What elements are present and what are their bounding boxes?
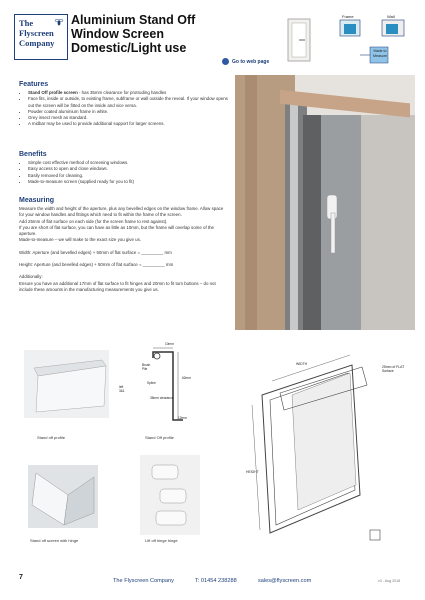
caption-stand-off-profile-2: Stand Off profile [145,435,174,440]
measuring-para: Additionally: [19,274,43,280]
feature-text: A midbar may be used to provide additional support for larger screens. [28,121,165,127]
measuring-para: If you are short of flat surface, you can have as little as 10mm, but the frame will overlap some of the aperture. [19,224,214,237]
logo-line-3: Company [19,38,55,48]
window-handle-photo [235,75,415,330]
title-line-3: Domestic/Light use [71,41,187,55]
list-item: • Easy access to open and close windows. [28,166,229,172]
footer-email-link[interactable]: sales@flyscreen.com [258,578,312,584]
footer-phone: T: 01454 238288 [195,578,237,584]
measuring-para: Measure the width and height of the aperture, plus any bevelled edges on the window frame. Allow space for your window handles and fittings which need to fit within the frame of the screen. [19,206,224,218]
title-line-1: Aluminium Stand Off [71,13,196,27]
measuring-para: Made-to-measure – we will make to the exact size you give us. [19,237,142,243]
title-line-2: Window Screen [71,27,164,41]
list-item: • Simple cost effective method of screening windows. [28,160,229,166]
feature-text: Face fits, inside or outside, to existing frame, subframe or wall outside the reveal. If your window opens out the screen will be fitted on the inside and vice versa. [28,96,228,108]
list-item: • Made-to-measure screen (supplied ready for you to fit) [28,179,229,185]
logo-line-1: The [19,18,34,28]
logo-text [19,18,54,48]
caption-stand-off-profile: Stand off profile [37,435,65,440]
measuring-para: Ensure you have an additional 17mm of flat surface to fit hinges and 20mm to fit turn buttons – do not include these amounts in the manufacturing measurements you give us. [19,280,216,292]
web-page-link[interactable] [222,58,269,65]
measuring-heading: Measuring [19,197,55,204]
label-left: left 3&1 [119,385,125,393]
globe-icon [222,58,229,65]
dim-bottom: 12mm [178,416,187,420]
caption-lift-off: Lift off hinge hinge [145,538,178,543]
label-clearance: 35mm clearance [150,396,174,400]
page-title [71,13,241,55]
stand-off-profile-photo [24,350,109,418]
fly-icon [54,17,64,27]
diagram-label-frame: Frame [342,14,354,19]
label-width: WIDTH [296,362,308,366]
feature-bold: Stand Off profile screen [28,90,78,95]
profile-cross-section [115,340,205,430]
label-brush: Brush Pile [142,363,151,371]
features-heading: Features [19,81,49,88]
lift-off-hinge-photo [140,455,200,535]
screen-isometric-drawing [232,345,412,555]
measuring-para: Add 25mm of flat surface on each side (for the screen frame to rest against). [19,218,168,224]
feature-text: - has 35mm clearance for protruding handles [77,90,167,95]
page-number: 7 [19,574,23,581]
list-item [28,96,229,109]
company-logo [14,14,68,60]
label-height: HEIGHT [246,470,259,474]
label-spline: Spline [147,381,156,385]
screen-with-hinge-photo [28,465,98,528]
label-flat-surface: 25mm of FLAT Surface [382,365,405,373]
caption-with-hinge: Stand off screen with hinge [30,538,79,543]
footer-company: The Flyscreen Company [113,578,174,584]
width-formula: Width: Aperture (and bevelled edges) + 50mm of flat surface = _________ mm [19,249,172,255]
dim-top: 10mm [165,342,174,346]
benefits-heading: Benefits [19,151,47,158]
features-list [19,90,229,128]
benefits-list [19,160,229,185]
list-item: • Easily removed for cleaning. [28,173,229,179]
feature-text: Grey insect mesh as standard. [28,115,88,121]
footer-version: v3 - Aug 2018 [378,579,401,583]
height-formula: Height: Aperture (and bevelled edges) + 50mm of flat surface = _________ mm [19,262,174,268]
window-diagram [282,10,417,70]
feature-text: Powder coated aluminium frame in white. [28,108,109,114]
list-item [28,121,229,127]
diagram-label-made-to-measure: Made to Measure [373,49,387,58]
logo-line-2: Flyscreen [19,28,54,38]
measuring-body [19,206,229,293]
web-link-label: Go to web page [232,58,270,65]
dim-side: 62mm [182,376,191,380]
diagram-label-wall: Wall [387,14,395,19]
